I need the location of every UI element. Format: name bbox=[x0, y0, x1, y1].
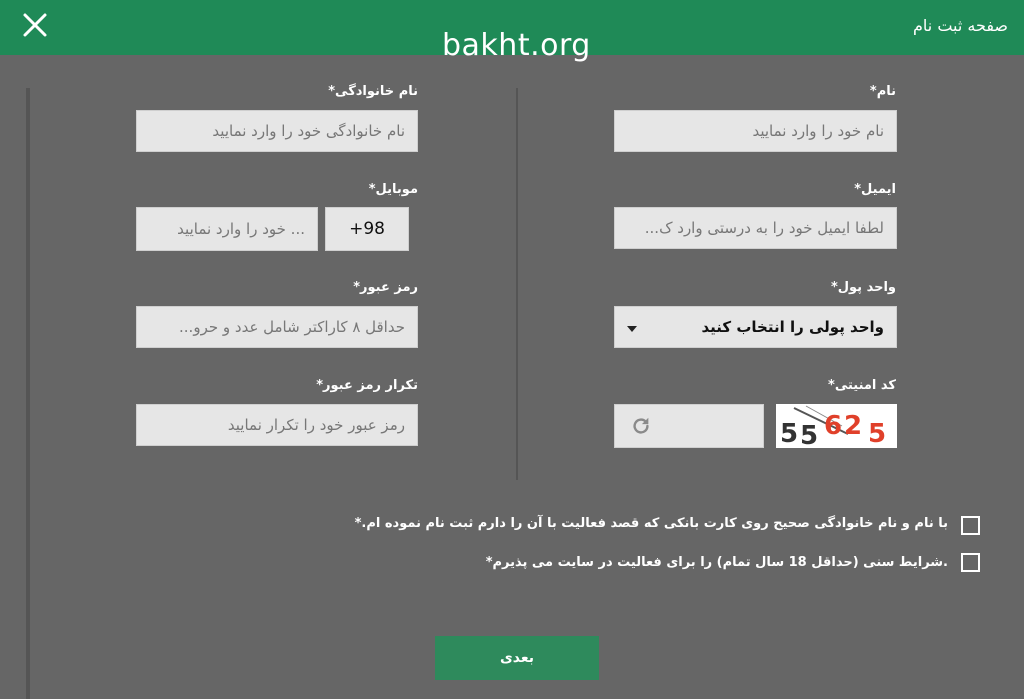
last-name-input[interactable]: نام خانوادگی خود را وارد نمایید bbox=[136, 110, 418, 152]
first-name-input[interactable]: نام خود را وارد نمایید bbox=[614, 110, 897, 152]
currency-select[interactable] bbox=[614, 306, 897, 348]
password-input[interactable]: حداقل ۸ کاراکتر شامل عدد و حرو... bbox=[136, 306, 418, 348]
age-terms-text: .شرایط سنی (حداقل 18 سال تمام) را برای فعالیت در سایت می پذیرم* bbox=[485, 555, 948, 570]
captcha-image bbox=[776, 404, 897, 448]
password-label: رمز عبور* bbox=[353, 280, 418, 295]
age-terms-checkbox[interactable] bbox=[961, 553, 980, 572]
password-repeat-input[interactable]: رمز عبور خود را تکرار نمایید bbox=[136, 404, 418, 446]
currency-label: واحد پول* bbox=[830, 280, 896, 295]
security-code-label: کد امنیتی* bbox=[828, 378, 896, 393]
page-title: صفحه ثبت نام bbox=[913, 16, 1008, 35]
email-input[interactable]: لطفا ایمیل خود را به درستی وارد ک... bbox=[614, 207, 897, 249]
first-name-label: نام* bbox=[869, 84, 896, 99]
last-name-label: نام خانوادگی* bbox=[328, 84, 418, 99]
refresh-icon[interactable] bbox=[630, 415, 652, 437]
currency-selected-value: واحد پولی را انتخاب کنید bbox=[701, 318, 884, 336]
svg-text:2: 2 bbox=[844, 411, 863, 441]
svg-text:6: 6 bbox=[824, 411, 843, 441]
svg-text:5: 5 bbox=[800, 421, 819, 448]
svg-text:5: 5 bbox=[780, 419, 799, 448]
mobile-label: موبایل* bbox=[368, 182, 418, 197]
email-label: ایمیل* bbox=[854, 182, 896, 197]
watermark-text: bakht.org bbox=[442, 28, 591, 63]
left-edge-bar bbox=[26, 88, 30, 699]
password-repeat-label: تکرار رمز عبور* bbox=[316, 378, 418, 393]
column-divider bbox=[516, 88, 518, 480]
caret-down-icon bbox=[627, 326, 637, 332]
svg-text:5: 5 bbox=[868, 419, 887, 448]
country-code-input[interactable]: 98+ bbox=[325, 207, 409, 251]
mobile-input[interactable]: ... خود را وارد نمایید bbox=[136, 207, 318, 251]
close-icon[interactable] bbox=[20, 10, 50, 40]
bank-card-name-text: با نام و نام خانوادگی صحیح روی کارت بانکی که قصد فعالیت با آن را دارم ثبت نام نموده ام.* bbox=[354, 516, 948, 531]
bank-card-name-checkbox[interactable] bbox=[961, 516, 980, 535]
next-button[interactable]: بعدی bbox=[435, 636, 599, 680]
